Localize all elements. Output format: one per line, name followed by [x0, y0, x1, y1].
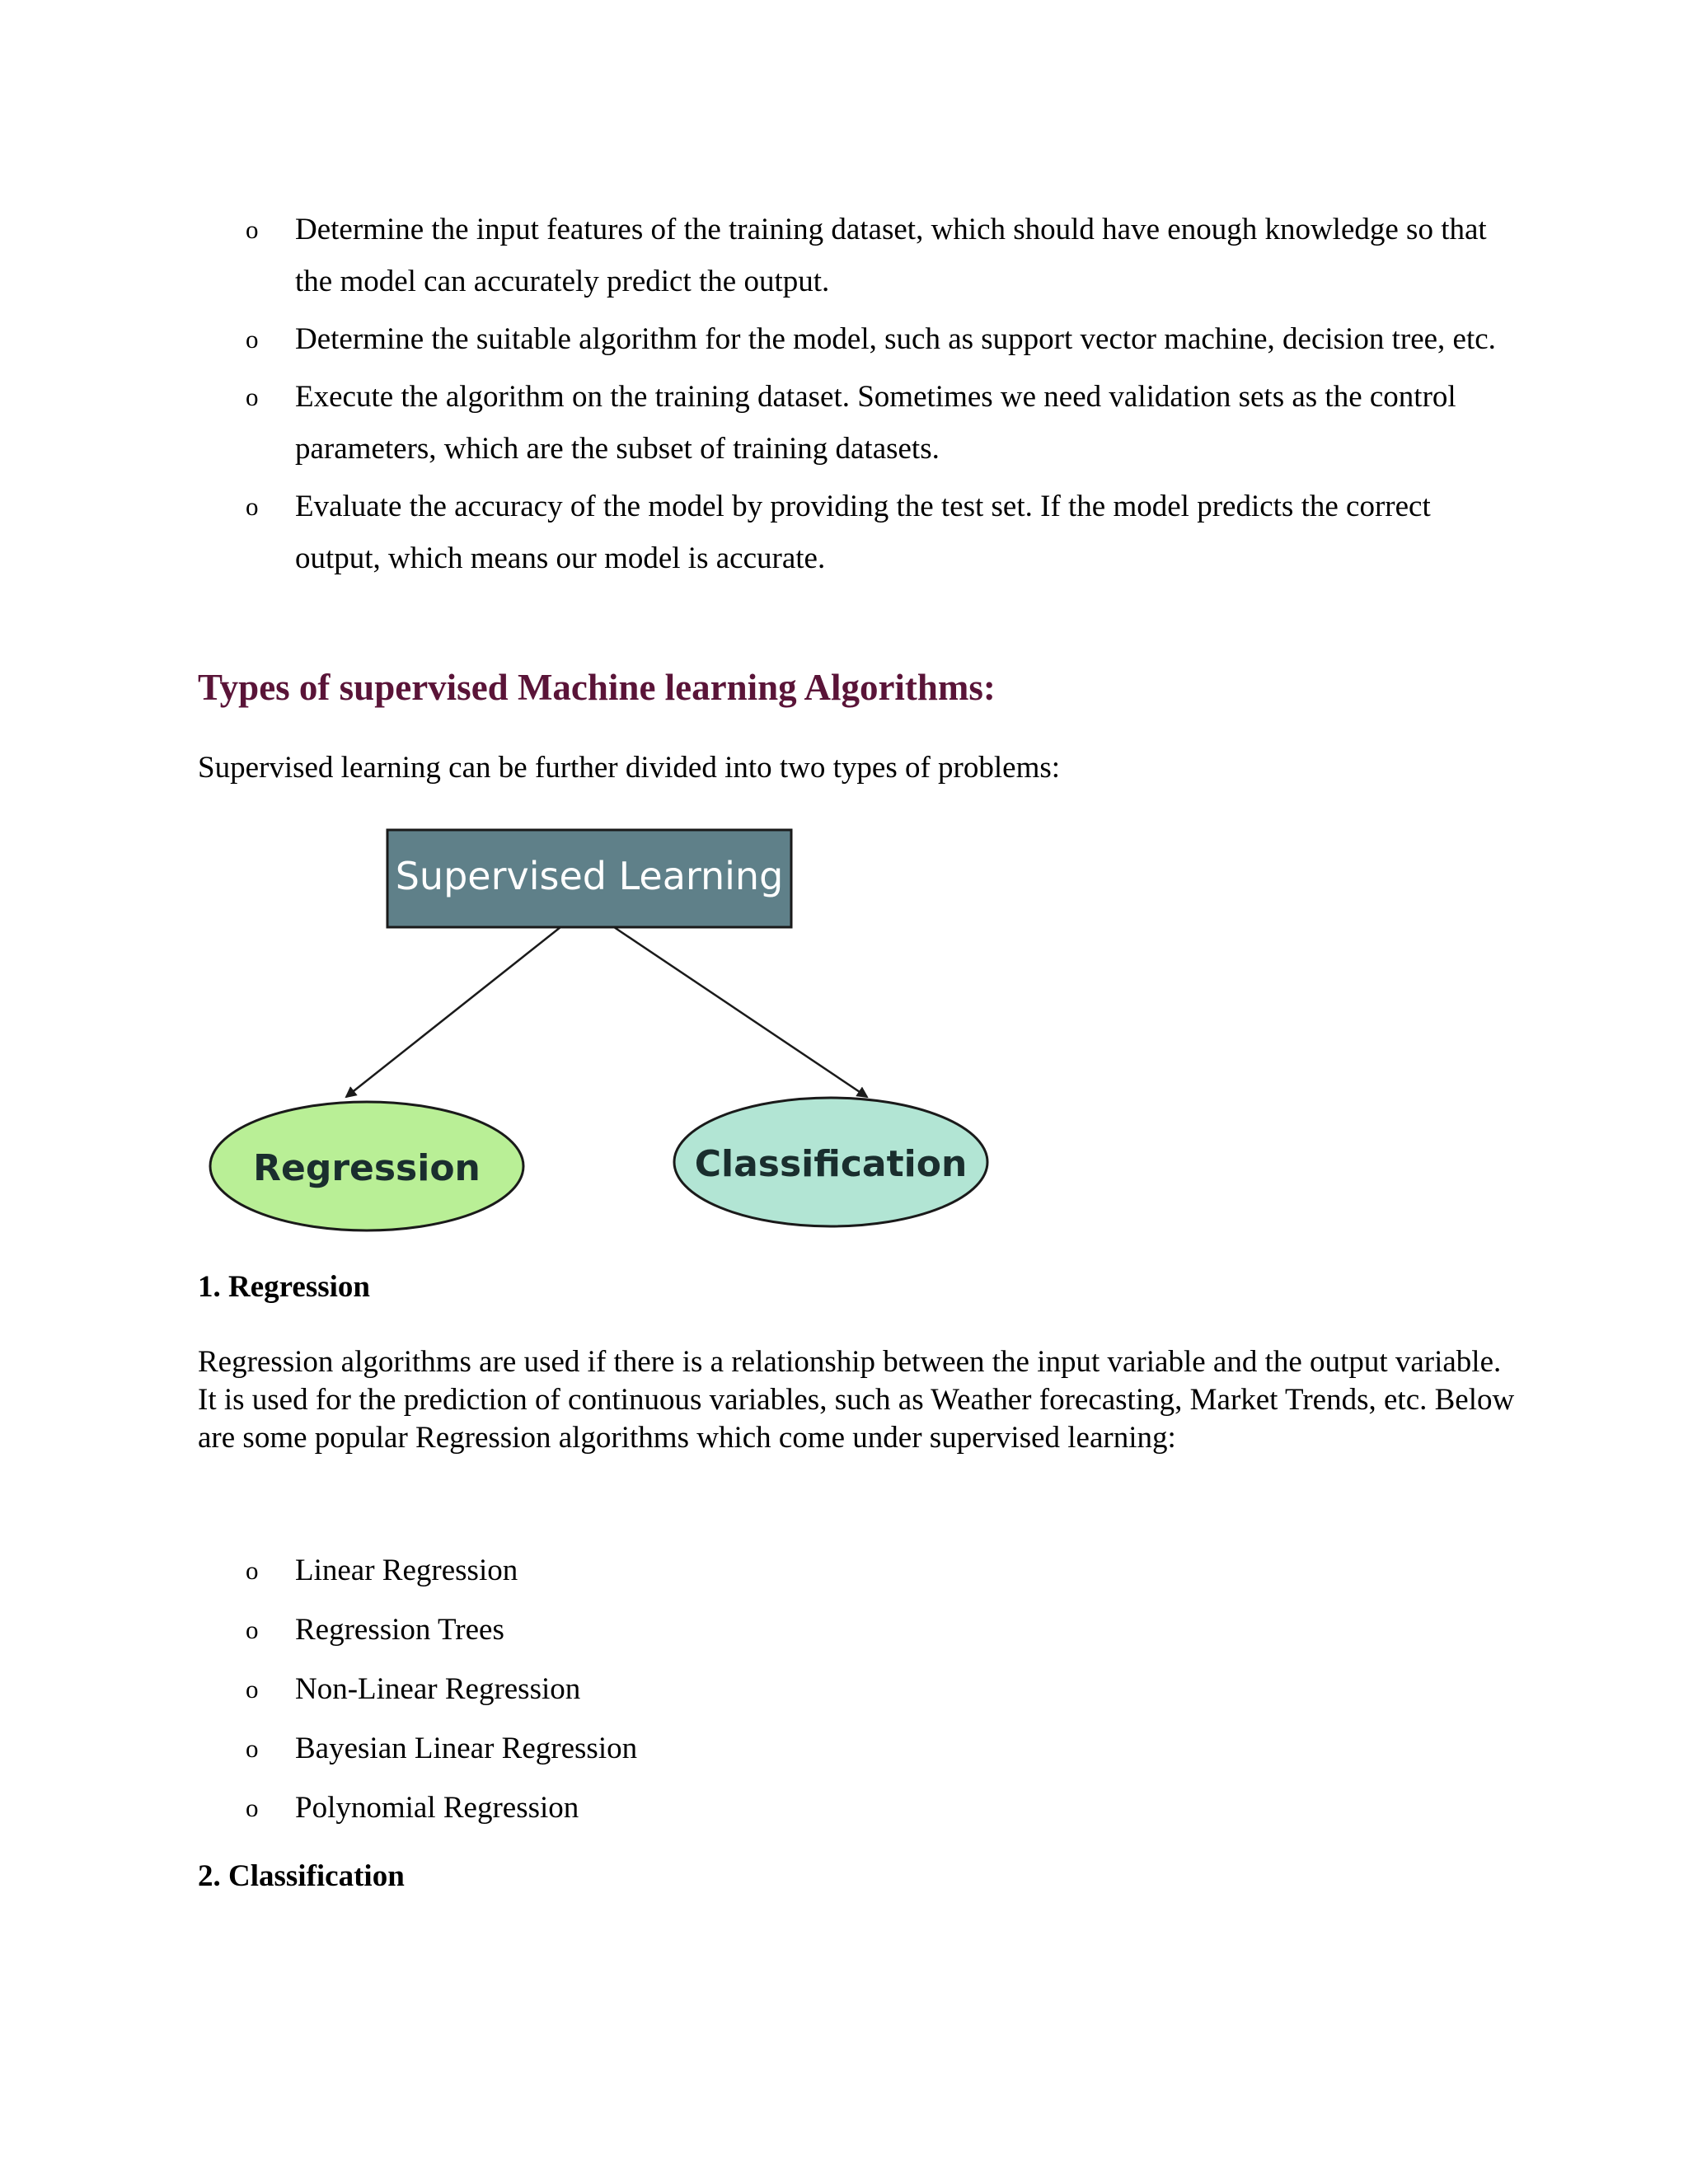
bullet-icon: o	[246, 215, 259, 244]
list-item	[0, 480, 1498, 584]
list-item-text: Determine the suitable algorithm for the model, such as support vector machine, decision tree, etc.	[295, 322, 1496, 356]
list-item-text: Execute the algorithm on the training dataset. Sometimes we need validation sets as the control parameters, which are the subset of training datasets.	[295, 380, 1456, 466]
list-item-text: Evaluate the accuracy of the model by providing the test set. If the model predicts the correct output, which means our model is accurate.	[295, 490, 1431, 575]
bullet-icon: o	[246, 1675, 259, 1704]
list-item-text: Polynomial Regression	[295, 1791, 579, 1825]
classification-node	[674, 1098, 987, 1226]
regression-paragraph: Regression algorithms are used if there is a relationship between the input variable and the output variable. It is used for the prediction of continuous variables, such as Weather forecasting, Market Trends, etc. Below are some popular Regression algorithms which come under supervised learning:	[198, 1345, 1515, 1455]
arrow-to-regression	[346, 927, 560, 1097]
bullet-icon: o	[246, 492, 259, 521]
list-item	[0, 1719, 1498, 1779]
list-item	[0, 1779, 1498, 1838]
list-item	[0, 204, 1498, 307]
list-item	[0, 313, 1498, 365]
classification-node-label: Classification	[694, 1143, 968, 1185]
regression-node	[210, 1102, 523, 1230]
regression-algorithms-list	[0, 1541, 1498, 1838]
list-item-text: Linear Regression	[295, 1554, 518, 1587]
regression-heading: 1. Regression	[198, 1270, 370, 1304]
bullet-icon: o	[246, 325, 259, 354]
section-heading: Types of supervised Machine learning Algorithms:	[198, 667, 996, 708]
list-item	[0, 1541, 1498, 1601]
arrow-to-classification	[614, 927, 867, 1097]
list-item-text: Non-Linear Regression	[295, 1672, 581, 1706]
regression-node-label: Regression	[253, 1147, 481, 1189]
bullet-icon: o	[246, 1556, 259, 1585]
section-intro: Supervised learning can be further divided into two types of problems:	[198, 751, 1061, 785]
bullet-icon: o	[246, 1734, 259, 1763]
list-item	[0, 1660, 1498, 1719]
bullet-icon: o	[246, 1793, 259, 1822]
list-item-text: Bayesian Linear Regression	[295, 1732, 638, 1765]
list-item	[0, 371, 1498, 475]
list-item-text: Determine the input features of the training dataset, which should have enough knowledge so that the model can accurately predict the output.	[295, 213, 1487, 298]
bullet-icon: o	[246, 382, 259, 411]
steps-list	[0, 204, 1498, 590]
root-node	[387, 830, 791, 927]
list-item	[0, 1601, 1498, 1660]
supervised-learning-diagram	[198, 820, 1006, 1249]
bullet-icon: o	[246, 1615, 259, 1644]
classification-heading: 2. Classification	[198, 1859, 405, 1893]
root-node-label: Supervised Learning	[395, 854, 784, 898]
list-item-text: Regression Trees	[295, 1613, 504, 1647]
